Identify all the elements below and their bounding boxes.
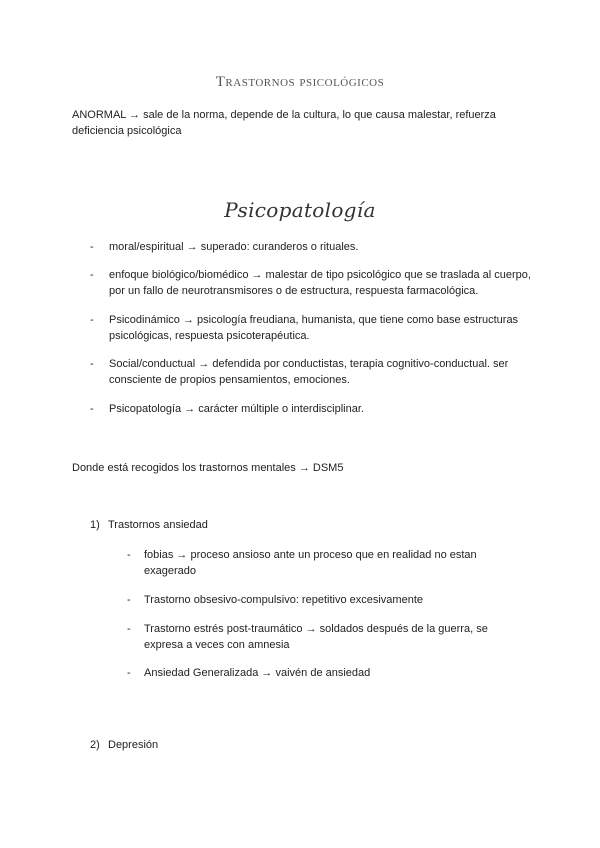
sub-item-text: Trastorno estrés post-traumático → soldados después de la guerra, se expresa a veces con amnesia [144,623,488,651]
bullet-dash: - [90,314,94,326]
bullet-text: Psicodinámico → psicología freudiana, humanista, que tiene como base estructuras psicológicas, respuesta psicoterapéutica. [109,314,519,342]
bullet-text: enfoque biológico/biomédico → malestar de tipo psicológico que se traslada al cuerpo, por un fallo de neurotransmisores o de estructura, respuesta farmacológica. [109,269,531,297]
bullet-dash: - [127,623,131,635]
bullet-dash: - [127,667,131,679]
item-number: 1) [90,519,100,531]
item-label: Depresión [108,739,159,751]
intro-paragraph: ANORMAL → sale de la norma, depende de la cultura, lo que causa malestar, refuerza deficiencia psicológica [72,109,496,137]
item-number: 2) [90,739,100,751]
bullet-text: Social/conductual → defendida por conductistas, terapia cognitivo-conductual. ser consciente de propios pensamientos, emociones. [109,358,509,386]
sub-item-text: Trastorno obsesivo-compulsivo: repetitivo excesivamente [144,594,423,606]
dsm-line: Donde está recogidos los trastornos mentales → DSM5 [72,462,344,474]
document-title: Trastornos psicológicos [215,74,385,90]
bullet-text: moral/espiritual → superado: curanderos o rituales. [109,241,359,253]
section-heading: Psicopatología [224,198,376,222]
bullet-dash: - [90,241,94,253]
bullet-dash: - [90,269,94,281]
bullet-text: Psicopatología → carácter múltiple o interdisciplinar. [109,403,364,415]
item-label: Trastornos ansiedad [108,519,208,531]
bullet-dash: - [90,403,94,415]
sub-item-text: fobias → proceso ansioso ante un proceso que en realidad no estan exagerado [144,549,477,577]
sub-item-text: Ansiedad Generalizada → vaivén de ansiedad [144,667,371,679]
bullet-dash: - [127,549,131,561]
bullet-dash: - [90,358,94,370]
bullet-dash: - [127,594,131,606]
